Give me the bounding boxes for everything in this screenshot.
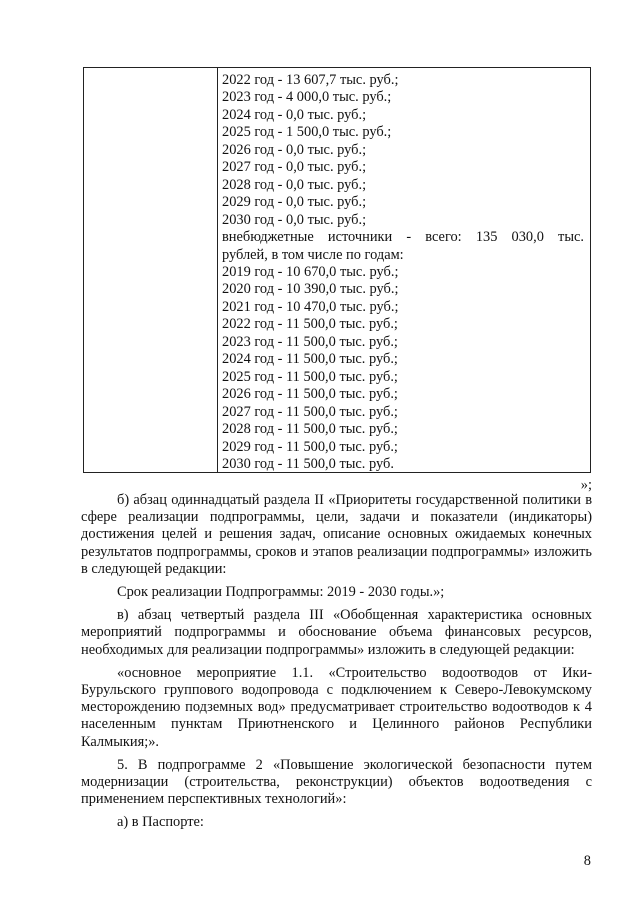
paragraph-a: а) в Паспорте: <box>117 814 204 831</box>
offbudget-total-line: внебюджетные источники - всего: 135 030,0 тыс. <box>222 229 584 246</box>
paragraph-v: в) абзац четвертый раздела III «Обобщенная характеристика основных мероприятий подпрограммы и обоснование объема финансовых ресурсов, необходимых для реализации подпрограммы» изложить в следующей редакции: <box>81 607 592 658</box>
funding-year-line: 2026 год - 11 500,0 тыс. руб.; <box>222 386 398 403</box>
funding-year-line: 2030 год - 11 500,0 тыс. руб. <box>222 455 394 472</box>
page-number: 8 <box>583 853 591 869</box>
funding-year-line: 2022 год - 13 607,7 тыс. руб.; <box>222 72 399 88</box>
funding-year-line: 2028 год - 11 500,0 тыс. руб.; <box>222 421 398 438</box>
funding-year-line: 2023 год - 11 500,0 тыс. руб.; <box>222 333 398 350</box>
funding-year-line: 2029 год - 11 500,0 тыс. руб.; <box>222 438 398 455</box>
document-body <box>81 492 592 838</box>
funding-year-line: 2026 год - 0,0 тыс. руб.; <box>222 141 367 158</box>
column-divider <box>217 68 218 472</box>
funding-year-line: 2020 год - 10 390,0 тыс. руб.; <box>222 281 399 298</box>
funding-year-line: 2027 год - 11 500,0 тыс. руб.; <box>222 403 398 420</box>
funding-year-line: 2028 год - 0,0 тыс. руб.; <box>222 176 367 193</box>
funding-year-line: 2029 год - 0,0 тыс. руб.; <box>222 194 367 211</box>
funding-lines-offbudget <box>222 264 584 473</box>
paragraph-term: Срок реализации Подпрограммы: 2019 - 2030 годы.»; <box>117 584 445 601</box>
paragraph-5: 5. В подпрограмме 2 «Повышение экологической безопасности путем модернизации (строительства, реконструкции) объектов водоотведения с применением перспективных технологий»: <box>81 756 592 808</box>
funding-year-line: 2027 год - 0,0 тыс. руб.; <box>222 159 367 176</box>
funding-year-line: 2030 год - 0,0 тыс. руб.; <box>222 211 367 228</box>
funding-year-line: 2025 год - 1 500,0 тыс. руб.; <box>222 124 392 141</box>
funding-year-line: 2019 год - 10 670,0 тыс. руб.; <box>222 263 399 280</box>
funding-year-line: 2023 год - 4 000,0 тыс. руб.; <box>222 89 392 106</box>
offbudget-subtitle-line: рублей, в том числе по годам: <box>222 246 404 263</box>
funding-year-line: 2024 год - 0,0 тыс. руб.; <box>222 106 367 123</box>
funding-cell <box>222 72 584 473</box>
paragraph-measure: «основное мероприятие 1.1. «Строительство водоотводов от Ики-Бурульского группового водопровода с подключением к Северо-Левокумскому месторождению подземных вод» предусматривает строительство водоотводов к 4 населенным пунктам Приютненского и Целинного районов Республики Калмыкия;». <box>81 664 592 750</box>
funding-year-line: 2021 год - 10 470,0 тыс. руб.; <box>222 298 399 315</box>
funding-year-line: 2024 год - 11 500,0 тыс. руб.; <box>222 351 398 368</box>
paragraph-b: б) абзац одиннадцатый раздела II «Приоритеты государственной политики в сфере реализации подпрограммы, цели, задачи и показатели (индикаторы) достижения целей и решения задач, описание основных ожидаемых конечных результатов подпрограммы, сроков и этапов реализации подпрограммы» изложить в следующей редакции: <box>81 492 592 577</box>
funding-year-line: 2025 год - 11 500,0 тыс. руб.; <box>222 368 398 385</box>
closing-quote: »; <box>580 477 592 493</box>
funding-year-line: 2022 год - 11 500,0 тыс. руб.; <box>222 316 398 333</box>
passport-table <box>83 67 591 473</box>
funding-lines-budget <box>222 72 584 229</box>
